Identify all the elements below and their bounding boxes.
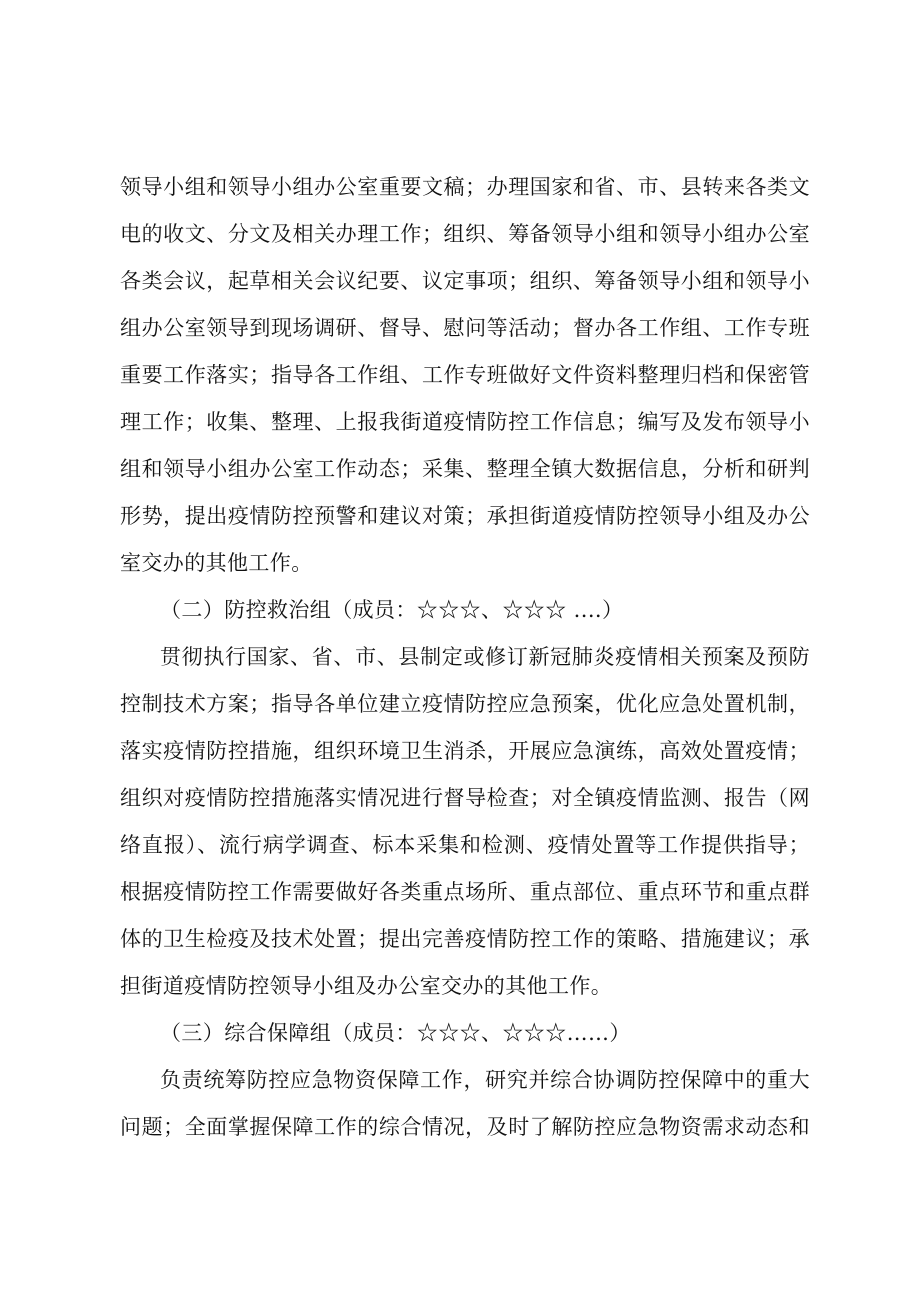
paragraph-line: 领导小组和领导小组办公室重要文稿；办理国家和省、市、县转来各类文 (120, 175, 810, 199)
paragraph-line: 室交办的其他工作。 (120, 551, 313, 575)
paragraph-line: 理工作；收集、整理、上报我街道疫情防控工作信息；编写及发布领导小 (120, 410, 810, 434)
section-heading: （二）防控救治组（成员：☆☆☆、☆☆☆ ....） (160, 598, 624, 622)
paragraph-line: 络直报）、流行病学调查、标本采集和检测、疫情处置等工作提供指导； (120, 833, 810, 857)
paragraph-line: 组织对疫情防控措施落实情况进行督导检查；对全镇疫情监测、报告（网 (120, 786, 810, 810)
paragraph-line: 形势，提出疫情防控预警和建议对策；承担街道疫情防控领导小组及办公 (120, 504, 810, 528)
paragraph-line: 根据疫情防控工作需要做好各类重点场所、重点部位、重点环节和重点群 (120, 880, 810, 904)
paragraph-line: 重要工作落实；指导各工作组、工作专班做好文件资料整理归档和保密管 (120, 363, 810, 387)
paragraph-line: 组办公室领导到现场调研、督导、慰问等活动；督办各工作组、工作专班 (120, 316, 810, 340)
paragraph-line: 体的卫生检疫及技术处置；提出完善疫情防控工作的策略、措施建议；承 (120, 927, 810, 951)
paragraph-line: 问题；全面掌握保障工作的综合情况，及时了解防控应急物资需求动态和 (120, 1115, 810, 1139)
section-heading: （三）综合保障组（成员：☆☆☆、☆☆☆……） (160, 1021, 631, 1045)
paragraph-line: 负责统筹防控应急物资保障工作，研究并综合协调防控保障中的重大 (160, 1068, 810, 1092)
paragraph-line: 担街道疫情防控领导小组及办公室交办的其他工作。 (120, 974, 613, 998)
paragraph-line: 组和领导小组办公室工作动态；采集、整理全镇大数据信息，分析和研判 (120, 457, 810, 481)
paragraph-line: 落实疫情防控措施，组织环境卫生消杀，开展应急演练，高效处置疫情； (120, 739, 810, 763)
paragraph-line: 贯彻执行国家、省、市、县制定或修订新冠肺炎疫情相关预案及预防 (160, 645, 810, 669)
paragraph-line: 控制技术方案；指导各单位建立疫情防控应急预案，优化应急处置机制， (120, 692, 810, 716)
paragraph-line: 电的收文、分文及相关办理工作；组织、筹备领导小组和领导小组办公室 (120, 222, 810, 246)
paragraph-line: 各类会议，起草相关会议纪要、议定事项；组织、筹备领导小组和领导小 (120, 269, 810, 293)
